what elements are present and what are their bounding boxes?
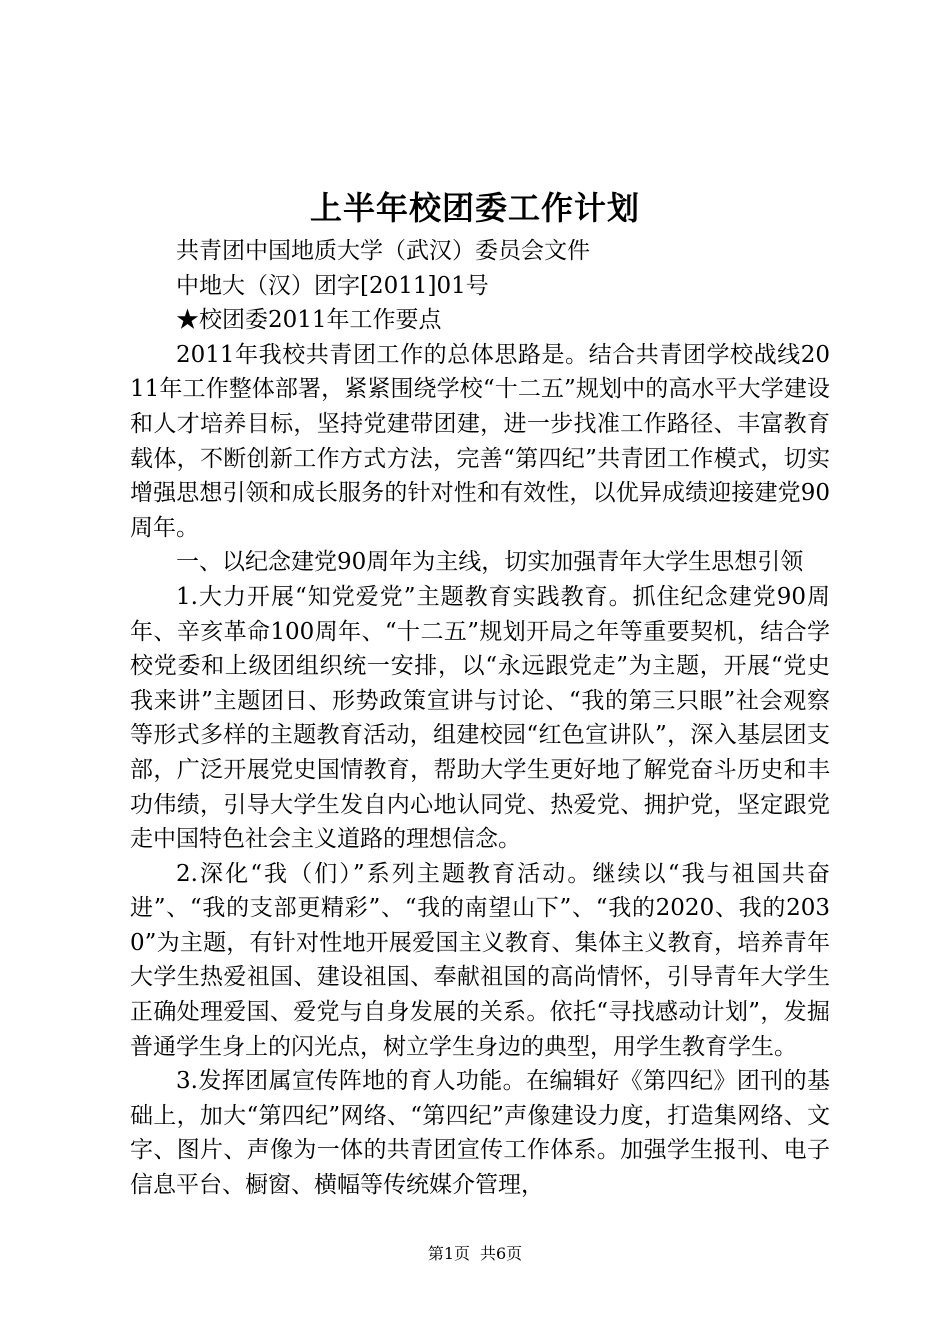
paragraph-overview: 2011年我校共青团工作的总体思路是。结合共青团学校战线2011年工作整体部署，紧紧围绕学校“十二五”规划中的高水平大学建设和人才培养目标，坚持党建带团建，进一步找准工作路径、丰富教育载体，不断创新工作方式方法，完善“第四纪”共青团工作模式，切实增强思想引领和成长服务的针对性和有效性，以优异成绩迎接建党90周年。	[130, 341, 830, 541]
page-footer	[0, 1242, 950, 1266]
section-heading-keypoints: ★校团委2011年工作要点	[176, 307, 442, 334]
page-total: 共6页	[480, 1244, 523, 1263]
paragraph-item-1: 1.大力开展“知党爱党”主题教育实践教育。抓住纪念建党90周年、辛亥革命100周年、“十二五”规划开局之年等重要契机，结合学校党委和上级团组织统一安排，以“永远跟党走”为主题，开展“党史我来讲”主题团日、形势政策宣讲与讨论、“我的第三只眼”社会观察等形式多样的主题教育活动，组建校园“红色宣讲队”，深入基层团支部，广泛开展党史国情教育，帮助大学生更好地了解党奋斗历史和丰功伟绩，引导大学生发自内心地认同党、热爱党、拥护党，坚定跟党走中国特色社会主义道路的理想信念。	[130, 583, 830, 853]
page-number: 第1页	[427, 1244, 470, 1263]
paragraph-item-3: 3.发挥团属宣传阵地的育人功能。在编辑好《第四纪》团刊的基础上，加大“第四纪”网络、“第四纪”声像建设力度，打造集网络、文字、图片、声像为一体的共青团宣传工作体系。加强学生报刊、电子信息平台、橱窗、横幅等传统媒介管理，	[130, 1068, 830, 1199]
section-heading-1: 一、以纪念建党90周年为主线，切实加强青年大学生思想引领	[176, 549, 804, 576]
document-number: 中地大（汉）团字[2011]01号	[176, 272, 489, 299]
document-title: 上半年校团委工作计划	[309, 189, 640, 227]
paragraph-item-2: 2.深化“我（们）”系列主题教育活动。继续以“我与祖国共奋进”、“我的支部更精彩”、“我的南望山下”、“我的2020、我的2030”为主题，有针对性地开展爱国主义教育、集体主义教育，培养青年大学生热爱祖国、建设祖国、奉献祖国的高尚情怀，引导青年大学生正确处理爱国、爱党与自身发展的关系。依托“寻找感动计划”，发掘普通学生身上的闪光点，树立学生身边的典型，用学生教育学生。	[130, 860, 830, 1060]
issuer-line: 共青团中国地质大学（武汉）委员会文件	[176, 238, 590, 264]
document-body	[130, 234, 830, 1203]
